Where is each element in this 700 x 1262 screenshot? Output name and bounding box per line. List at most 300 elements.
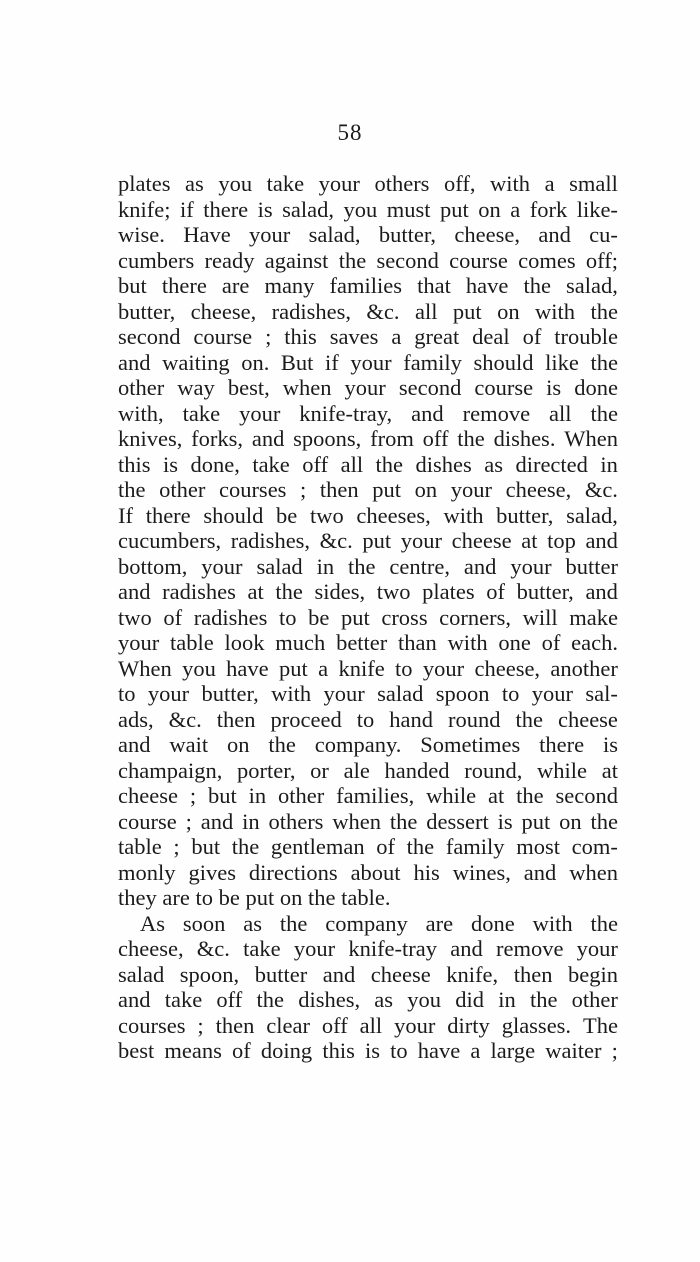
word: cu- [589,222,618,247]
word: your [293,936,336,961]
text-line [118,197,618,223]
word: put [245,885,280,910]
word: to [279,604,297,630]
word: be [218,885,246,910]
word: company. [314,732,402,757]
word: and [463,553,497,579]
word: to [118,681,136,706]
word: &c. [319,528,353,553]
word: other [118,375,165,400]
word: then [319,477,359,502]
text-line [118,962,618,988]
word: take [252,451,290,477]
word: your [350,349,392,375]
word: your [450,477,493,502]
word: butter, [118,298,176,324]
word: and [411,400,444,426]
word: cheese, [118,936,184,961]
word: two [118,604,152,630]
word: ready [204,247,255,273]
word: and [118,732,151,757]
word: they [118,885,163,910]
word: salad [118,961,165,987]
word: if [179,196,194,222]
word: better [336,630,388,655]
word: you [407,987,442,1012]
word: spoons, [293,426,362,451]
word: way [177,375,215,400]
word: if [325,349,339,375]
word: ; [300,477,307,502]
word: spoon, [179,961,240,987]
word: hand [389,706,433,732]
word: is [546,375,562,400]
word: done, [190,451,240,477]
word: this [284,324,317,349]
word: at [487,783,505,808]
word: round, [464,757,523,783]
word: with [535,298,576,324]
word: handed [384,757,450,783]
word: to [501,681,520,706]
word: other [159,477,206,502]
word: as [374,987,394,1012]
word: the [590,808,618,834]
text-line [118,1013,618,1039]
word: on [414,477,438,502]
word: is [162,451,178,477]
word: cheese, [454,222,520,247]
word: like- [576,196,618,222]
word: bottom, [118,553,188,579]
word: com- [571,834,618,859]
word: knife-tray [348,936,438,961]
word: of [376,834,396,859]
word: table [170,630,214,655]
word: cheese, [505,477,572,502]
word: your [510,553,552,579]
word: most [516,834,560,859]
word: like [545,349,579,375]
word: doing [260,1038,313,1063]
text-line [118,630,618,656]
word: or [310,757,329,783]
word: on. [241,349,270,375]
text-line [118,707,618,733]
word: second [555,783,618,808]
word: to [390,1038,408,1063]
word: waiting [162,349,230,375]
word: Sometimes [420,732,521,757]
word: the [389,808,418,834]
word: be [276,502,298,528]
word: this [322,1038,355,1063]
word: must [386,196,431,222]
word: then [513,961,553,987]
word: course [474,375,534,400]
text-line [118,503,618,529]
word: off, [444,171,476,196]
word: while [426,783,477,808]
word: &c. [196,936,230,961]
text-line [118,426,618,452]
word: of [541,630,561,655]
word: put [340,604,370,630]
word: dirty [447,1012,490,1038]
word: with [271,681,312,706]
word: of [522,324,542,349]
word: butter, [516,579,574,604]
word: salad [377,681,424,706]
word: done [470,910,515,936]
word: as [484,451,503,477]
word: trouble [554,324,618,349]
word: the [268,732,296,757]
word: gives [188,859,236,885]
word: on [497,298,520,324]
word: from [370,426,414,451]
word: you [182,655,216,681]
word: be [308,604,330,630]
word: family [445,834,505,859]
word: make [569,604,618,630]
word: proceed [270,706,342,732]
word: of [486,579,505,604]
word: butter [254,961,308,987]
word: ; [197,1012,204,1038]
word: have [465,273,509,298]
word: As [140,910,166,936]
word: look [224,630,265,655]
word: sal- [585,681,618,706]
word: ; [189,783,197,808]
word: a [470,1038,481,1063]
text-line [118,1038,618,1064]
word: salad, [282,196,335,222]
word: the [406,834,435,859]
word: cheese, [474,655,541,681]
word: at [601,757,618,783]
text-line [118,579,618,605]
word: salad [256,553,303,579]
word: is [364,1038,380,1063]
word: off [422,426,449,451]
text-line [118,528,618,554]
text-line [118,452,618,478]
word: Have [183,222,231,247]
word: sides, [314,579,366,604]
word: course [449,247,508,273]
word: directions [248,859,338,885]
word: wait [169,732,209,757]
word: centre, [389,553,451,579]
word: you [218,171,253,196]
text-line [118,605,618,631]
word: this [118,451,151,477]
word: knife; [118,196,171,222]
text-line [118,885,618,911]
word: ; [265,324,272,349]
word: the [515,706,543,732]
word: cheese, [190,298,257,324]
word: means [164,1038,222,1063]
word: plates [118,171,171,196]
word: to [195,885,219,910]
word: knife, [446,961,499,987]
word: all [359,1012,383,1038]
word: the [516,783,544,808]
word: all [340,451,364,477]
word: ale [343,757,370,783]
word: directed [515,451,588,477]
word: dishes, [298,987,361,1012]
text-line [118,860,618,886]
word: knife [338,655,385,681]
word: ; [173,834,180,859]
word: put [279,655,308,681]
word: you [343,196,378,222]
word: of [232,1038,251,1063]
word: knives, [118,426,183,451]
word: your [201,553,243,579]
word: have [226,655,269,681]
word: best [118,1038,155,1063]
word: put [362,528,392,553]
word: all [414,298,438,324]
word: best, [227,375,270,400]
word: others [374,171,430,196]
word: top [547,528,576,553]
word: others [268,808,324,834]
word: that [417,273,451,298]
word: much [275,630,326,655]
word: comes [518,247,576,273]
word: When [564,426,618,451]
word: other [278,783,325,808]
text-line [118,681,618,707]
word: will [522,604,558,630]
word: the [308,885,342,910]
word: your [344,375,386,400]
text-line [118,401,618,427]
word: to [395,655,413,681]
word: is [257,196,273,222]
word: and [322,961,356,987]
word: your [239,400,281,426]
body-text [118,171,618,1064]
word: the [279,910,308,936]
text-line [118,936,618,962]
text-line [118,783,618,809]
word: in [242,808,260,834]
word: large [490,1038,536,1063]
word: to [356,706,375,732]
word: two [376,579,411,604]
word: table. [341,885,391,910]
word: the [590,400,618,426]
text-line [118,375,618,401]
word: a [544,171,555,196]
word: &c. [168,706,202,732]
word: salad, [308,222,361,247]
word: then [216,706,256,732]
word: the [523,273,551,298]
word: radishes, [271,298,351,324]
text-line [118,299,618,325]
word: cucumbers, [118,528,222,553]
word: your [249,222,291,247]
word: with [490,171,531,196]
word: and [585,579,618,604]
word: the [275,579,303,604]
word: ; [185,808,192,834]
word: put [372,477,402,502]
word: glasses. [501,1012,572,1038]
word: small [569,171,618,196]
word: plates [422,579,475,604]
word: courses [118,1012,186,1038]
word: when [282,375,332,400]
word: dishes. [493,426,556,451]
word: radishes [193,604,268,630]
word: great [414,324,460,349]
word: at [247,579,264,604]
word: your [118,630,160,655]
word: but [118,273,147,298]
word: many [264,273,315,298]
word: your [400,528,443,553]
word: and [118,349,151,375]
text-line [118,656,618,682]
word: and [450,936,483,961]
text-line [118,554,618,580]
page-number: 58 [337,120,363,145]
word: the [348,553,376,579]
word: second [398,375,462,400]
word: champaign, [118,757,223,783]
word: cumbers [118,247,195,273]
word: families [329,273,402,298]
word: all [549,400,572,426]
word: and [118,579,151,604]
word: there [539,732,585,757]
text-line [118,911,618,937]
word: salad, [566,273,618,298]
word: is [497,808,513,834]
word: deal [472,324,510,349]
word: take [243,936,281,961]
word: dishes [415,451,472,477]
word: put [452,298,482,324]
word: on [227,732,250,757]
word: a [391,324,402,349]
word: butter, [496,502,554,528]
word: cheese [118,783,178,808]
word: as [243,910,263,936]
word: When [118,655,172,681]
word: radishes [162,579,236,604]
word: with [443,502,484,528]
word: have [417,1038,461,1063]
word: in [316,553,335,579]
word: with [532,910,573,936]
word: while [537,757,588,783]
word: corners, [439,604,512,630]
word: wines, [452,859,511,885]
text-line [118,222,618,248]
word: cheese [557,706,618,732]
word: But [280,349,314,375]
word: remove [495,936,564,961]
word: against [264,247,329,273]
word: take [182,400,221,426]
word: &c. [366,298,400,324]
word: and [585,528,618,553]
word: the [457,426,485,451]
word: and [200,808,234,834]
word: than [398,630,437,655]
word: put [439,196,469,222]
word: monly [118,859,176,885]
word: butter, [378,222,437,247]
word: butter [565,553,618,579]
word: are [221,273,250,298]
word: your [323,681,365,706]
word: salad, [566,502,618,528]
text-line [118,324,618,350]
word: begin [568,961,618,987]
word: second [118,324,181,349]
word: cheese [451,528,512,553]
word: butter, [201,681,259,706]
word: radishes, [230,528,311,553]
word: your [531,681,574,706]
word: should [203,502,264,528]
word: round [447,706,501,732]
word: each. [571,630,618,655]
word: cross [381,604,428,630]
word: remove [462,400,531,426]
word: waiter [545,1038,602,1063]
text-line [118,758,618,784]
word: and [251,426,285,451]
word: the [118,477,146,502]
word: gentleman [270,834,365,859]
word: knife-tray, [299,400,393,426]
word: off [216,987,243,1012]
word: porter, [237,757,296,783]
word: If [118,502,133,528]
word: a [510,196,521,222]
word: but [191,834,221,859]
word: when [569,859,618,885]
word: off [321,1012,348,1038]
word: wise. [118,222,165,247]
word: ads, [118,706,154,732]
word: the [529,987,558,1012]
word: spoon [435,681,490,706]
word: second [376,247,439,273]
word: but [207,783,237,808]
word: the [338,247,367,273]
word: in [248,783,267,808]
word: other [571,987,618,1012]
word: put [521,808,551,834]
word: the [590,298,618,324]
word: the [590,349,618,375]
word: off [302,451,329,477]
word: on [478,196,501,222]
